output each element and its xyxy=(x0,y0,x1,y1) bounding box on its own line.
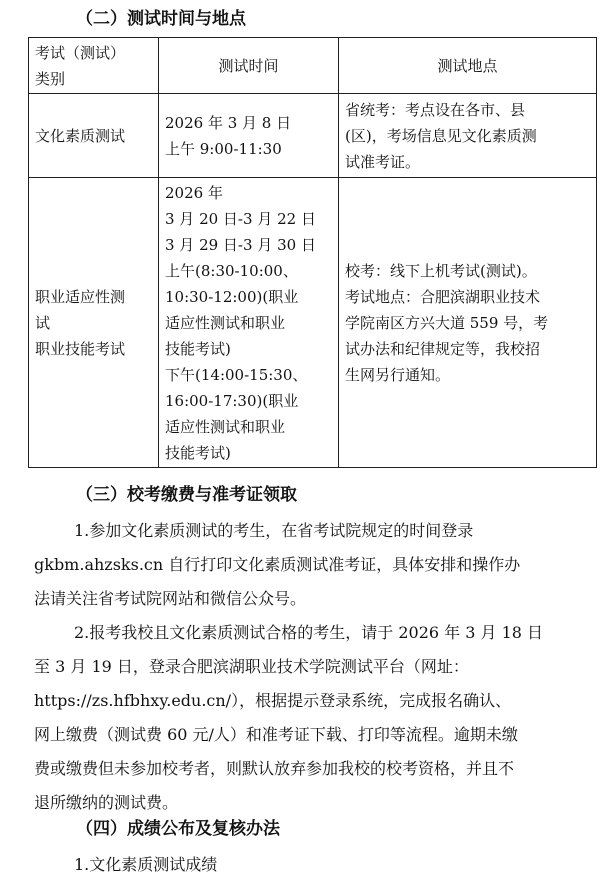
header-time: 测试时间 xyxy=(159,38,339,94)
row2-location: 校考：线下上机考试(测试)。 考试地点：合肥滨湖职业技术 学院南区方兴大道 559 号，考 试办法和纪律规定等，我校招 生网另行通知。 xyxy=(339,178,597,468)
row2-time: 2026 年 3 月 20 日-3 月 22 日 3 月 29 日-3 月 30 日 上午(8:30-10:00、 10:30-12:00)(职业 适应性测试和职业 技能考试) 下午(14:00-15:30、 16:00-17:30)(职业 适应性测试和职业 技能考试) xyxy=(159,178,339,468)
paragraph-school-test-registration: 2.报考我校且文化素质测试合格的考生，请于 2026 年 3 月 18 日 至 3 月 19 日，登录合肥滨湖职业技术学院测试平台（网址： https://zs.hfbhxy.edu.cn/），根据提示登录系统，完成报名确认、 网上缴费（测试费 60 元/人）和准考证下载、打印等流程。逾期未缴 费或缴费但未参加校考者，则默认放弃参加我校的校考资格，并且不 退所缴纳的测试费。 xyxy=(34,623,544,812)
paragraph-culture-test-admission: 1.参加文化素质测试的考生，在省考试院规定的时间登录 gkbm.ahzsks.cn 自行打印文化素质测试准考证，具体安排和操作办 法请关注省考试院网站和微信公众号。 xyxy=(34,521,521,608)
table-row xyxy=(29,94,597,178)
header-category: 考试（测试） 类别 xyxy=(29,38,159,94)
header-location: 测试地点 xyxy=(339,38,597,94)
section-heading-scores-review: （四）成绩公布及复核办法 xyxy=(76,819,280,839)
row1-category: 文化素质测试 xyxy=(29,94,159,178)
schedule-table xyxy=(28,37,597,468)
section-heading-time-location: （二）测试时间与地点 xyxy=(76,9,246,29)
paragraph-culture-test-scores: 1.文化素质测试成绩 xyxy=(74,855,218,874)
row1-time: 2026 年 3 月 8 日 上午 9:00-11:30 xyxy=(159,94,339,178)
table-row xyxy=(29,178,597,468)
table-header-row xyxy=(29,38,597,94)
row2-category: 职业适应性测 试 职业技能考试 xyxy=(29,178,159,468)
section-heading-fees-admission: （三）校考缴费与准考证领取 xyxy=(76,485,297,505)
row1-location: 省统考：考点设在各市、县 (区)，考场信息见文化素质测 试准考证。 xyxy=(339,94,597,178)
